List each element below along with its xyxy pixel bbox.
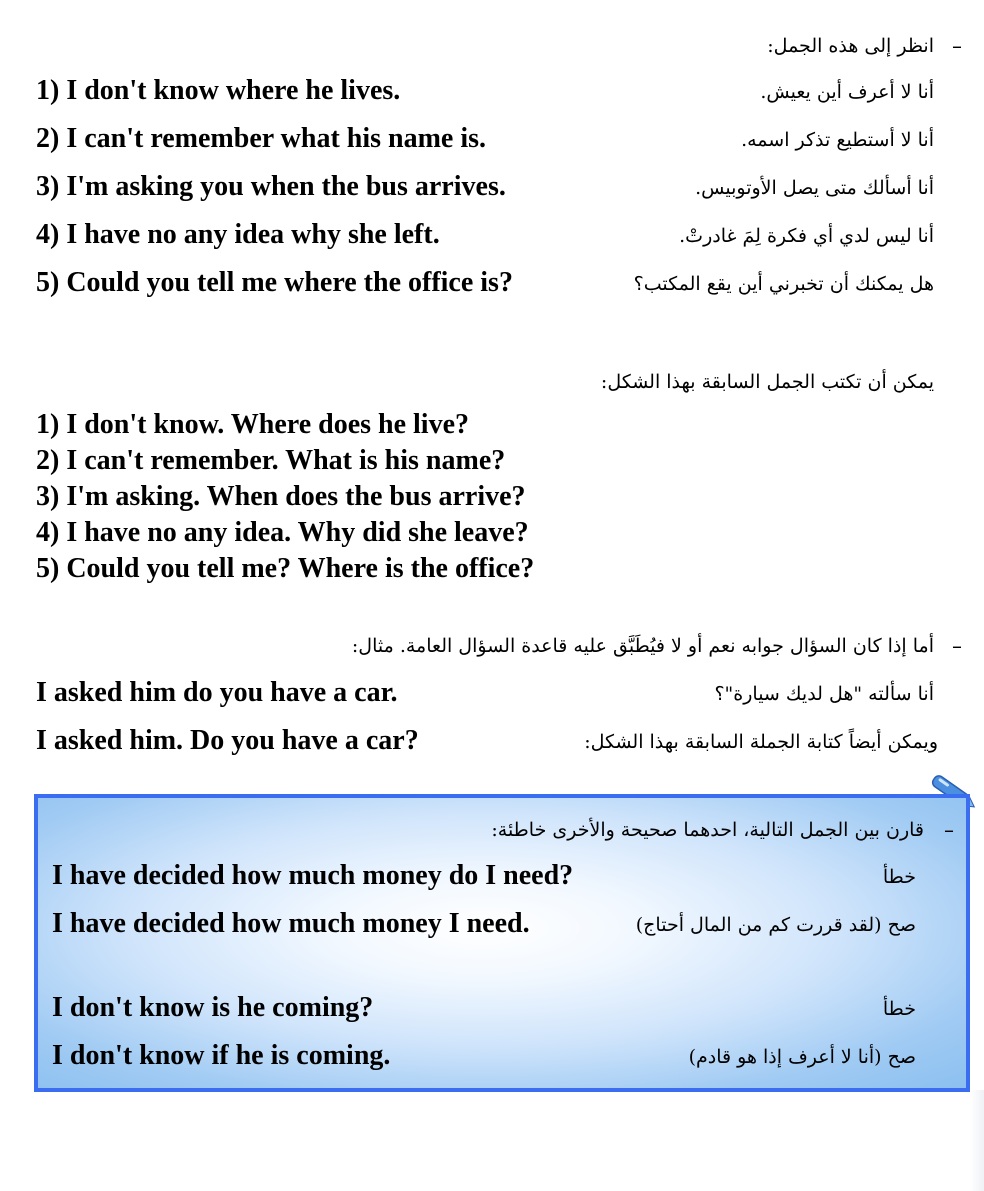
example-ar-3: أنا أسألك متى يصل الأوتوبيس. [695,177,934,199]
bullet-dash: – [944,818,954,842]
comparison-en-1: I have decided how much money do I need? [52,860,574,891]
section3-heading: أما إذا كان السؤال جوابه نعم أو لا فيُطَبَّق عليه قاعدة السؤال العامة. مثال: [351,635,934,657]
comparison-en-2: I have decided how much money I need. [52,908,530,939]
comparison-label-wrong-1: خطأ [882,866,916,888]
example-en-3: 3) I'm asking you when the bus arrives. [36,171,506,202]
comparison-label-wrong-2: خطأ [882,998,916,1020]
example-en-5: 5) Could you tell me where the office is? [36,267,513,298]
comparison-label-correct-1: صح (لقد قررت كم من المال أحتاج) [635,914,916,936]
yes-no-rewrite-en: I asked him. Do you have a car? [36,725,419,756]
yes-no-rewrite-ar: ويمكن أيضاً كتابة الجملة السابقة بهذا الشكل: [584,731,938,753]
bullet-dash: – [952,634,962,658]
example-ar-4: أنا ليس لدي أي فكرة لِمَ غادرتْ. [679,225,934,247]
comparison-box [34,794,970,1092]
section1-heading: انظر إلى هذه الجمل: [767,35,934,57]
comparison-en-4: I don't know if he is coming. [52,1040,391,1071]
example-en-2: 2) I can't remember what his name is. [36,123,487,154]
rewrite-line-1: 1) I don't know. Where does he live? [36,409,470,440]
page-edge-shade [970,1090,984,1191]
rewrite-line-5: 5) Could you tell me? Where is the office? [36,553,535,584]
section2-heading: يمكن أن تكتب الجمل السابقة بهذا الشكل: [600,371,934,393]
comparison-label-correct-2: صح (أنا لا أعرف إذا هو قادم) [688,1046,916,1068]
example-ar-1: أنا لا أعرف أين يعيش. [760,81,934,103]
comparison-heading: قارن بين الجمل التالية، احدهما صحيحة والأخرى خاطئة: [491,819,924,841]
comparison-en-3: I don't know is he coming? [52,992,374,1023]
example-en-1: 1) I don't know where he lives. [36,75,401,106]
example-ar-2: أنا لا أستطيع تذكر اسمه. [741,129,934,151]
example-ar-5: هل يمكنك أن تخبرني أين يقع المكتب؟ [633,273,934,295]
bullet-dash: – [952,34,962,58]
yes-no-example-ar: أنا سألته "هل لديك سيارة"؟ [714,683,934,705]
rewrite-line-3: 3) I'm asking. When does the bus arrive? [36,481,526,512]
rewrite-line-4: 4) I have no any idea. Why did she leave? [36,517,529,548]
example-en-4: 4) I have no any idea why she left. [36,219,440,250]
yes-no-example-en: I asked him do you have a car. [36,677,398,708]
rewrite-line-2: 2) I can't remember. What is his name? [36,445,506,476]
